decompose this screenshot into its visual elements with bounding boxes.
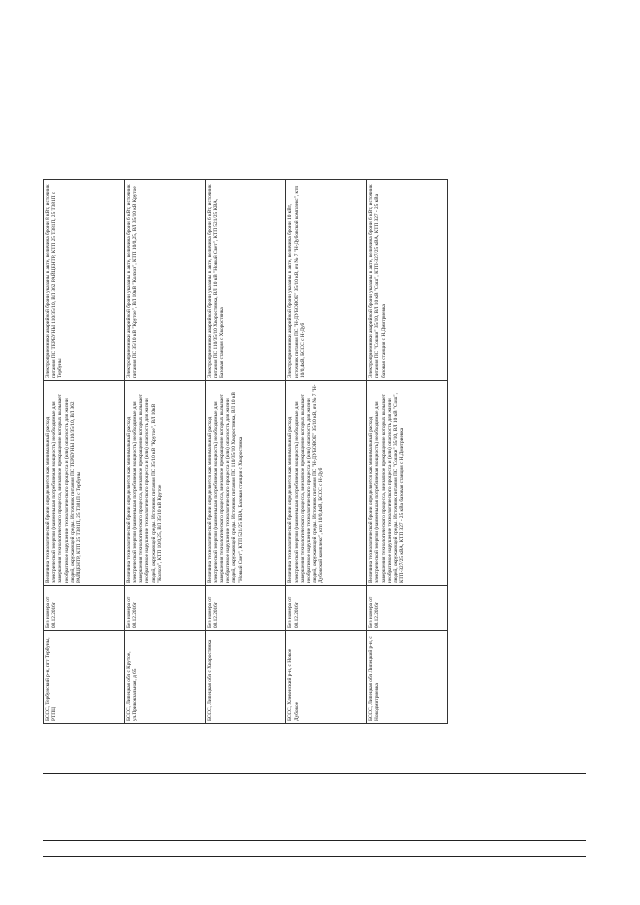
regime-cell: Величина технологической брони определяется как минимальный расход электрической энергии (наименьшая потребляемая мощность) необходимые для завершения технологического процесса, внезапное прекращение которых вызывает необратимое нарушение технологического процесса и (или) опасность для жизни людей, окружающей среды. Источник питания ПС ТЕРБУНЫ 110/35/10, ВЛ 362 РАЙЦЕНТР, КТП 25 Т381П, 25 Т381П с Тербуны xyxy=(44,381,125,586)
rotated-table xyxy=(43,180,448,724)
act-cell: Без номера от 08.12.2016г xyxy=(205,586,286,631)
rotated-table-container xyxy=(43,180,448,724)
act-cell: Без номера от 08.12.2016г xyxy=(44,586,125,631)
reservation-table xyxy=(43,179,448,724)
table-row xyxy=(286,180,367,724)
table-row xyxy=(44,180,125,724)
object-cell: БССС, Липецкая обл с Крутое, ул.Привокзальная, д 65 xyxy=(124,631,205,724)
table-row xyxy=(367,180,448,724)
note-cell: Электроприемники аварийной брони указаны в акте, величина брони 6 кВт, источник питания ПС 110/35/10 Хворостянка, ВЛ 10 кВ "Новый Свет", КТП 521/25 КВА, Базовая станция с Хворостянка xyxy=(205,180,286,381)
table-row xyxy=(124,180,205,724)
act-cell: Без номера от 08.12.2016г xyxy=(124,586,205,631)
divider-line xyxy=(43,773,586,774)
regime-cell: Величина технологической брони определяется как минимальный расход электрической энергии (наименьшая потребляемая мощность) необходимые для завершения технологического процесса, внезапное прекращение которых вызывает необратимое нарушение технологического процесса и (или) опасность для жизни людей, окружающей среды. Источник питания ПС "Сошки" 35/10, ВЛ 10 кВ "Сош", КТП-327/25 кВА, КТП 327 - 25 кВа базовая станция с Н.Дмитриевка xyxy=(367,381,448,586)
object-cell: БССС, Хлевенский р-н, с Новое Дубовое xyxy=(286,631,367,724)
object-cell: БССС, Липецкая обл с Хворостянка xyxy=(205,631,286,724)
object-cell: БССС, Липецкая обл Липецкий р-н, с Новодмитриевка xyxy=(367,631,448,724)
note-cell: Электроприемники аварийной брони указаны в акте, величина брони 8 кВт, источник питания ПС ТЕРБУНЫ 110/35/10, ВЛ 362 РАЙЦЕНТР, КТП 25 Т381П, 25 Т381П с Тербуны xyxy=(44,180,125,381)
act-cell: Без номера от 08.12.2016г xyxy=(286,586,367,631)
table-row xyxy=(205,180,286,724)
note-cell: Электроприемники аварийной брони указаны в акте, величина брони 10 кВт, источник питания ПС "Н-ДУБОВОЕ" 35/10 кВ, яч № 7 "Н-Дубовской комплекс", ктп 10/0,4кВ, БССС с Н-Дуб xyxy=(286,180,367,381)
object-cell: БССС, Тербунский р-н, пгт Тербуны, РТПЦ xyxy=(44,631,125,724)
act-cell: Без номера от 08.12.2016г xyxy=(367,586,448,631)
note-cell: Электроприемники аварийной брони указаны в акте, величина брони 6 кВт, источник питания ПС 35/10 кВ "Крутое", ВЛ 10кВ "Колхоз", КТП 10/0,25, ВЛ 35/10 кВ Крутое xyxy=(124,180,205,381)
divider-line xyxy=(43,840,586,841)
note-cell: Электроприемники аварийной брони указаны в акте, величина брони 6 кВт, источник питания ПС "Сошки" 35/10, ВЛ 10 кВ "Сош", КТП-327/25 кВА, КТП 327 - 25 кВа базовая станция с Н.Дмитриевка xyxy=(367,180,448,381)
regime-cell: Величина технологической брони определяется как минимальный расход электрической энергии (наименьшая потребляемая мощность) необходимые для завершения технологического процесса, внезапное прекращение которых вызывает необратимое нарушение технологического процесса и (или) опасность для жизни людей, окружающей среды. Источник питания ПС "Н-ДУБОВОЕ" 35/10 кВ, яч № 7 "Н-Дубовской комплекс", ктп 10/0,4кВ, БССС с Н-Дуб xyxy=(286,381,367,586)
regime-cell: Величина технологической брони определяется как минимальный расход электрической энергии (наименьшая потребляемая мощность) необходимые для завершения технологического процесса, внезапное прекращение которых вызывает необратимое нарушение технологического процесса и (или) опасность для жизни людей, окружающей среды. Источник питания ПС 35/10 кВ "Крутое", ВЛ 10кВ "Колхоз", КТП 10/0,25, ВЛ 35/10 кВ Крутое xyxy=(124,381,205,586)
divider-line xyxy=(43,856,586,857)
regime-cell: Величина технологической брони определяется как минимальный расход электрической энергии (наименьшая потребляемая мощность) необходимые для завершения технологического процесса, внезапное прекращение которых вызывает необратимое нарушение технологического процесса и (или) опасность для жизни людей, окружающей среды. Источник питания ПС 110/35/10 Хворостянка, ВЛ 10 кВ "Новый Свет", КТП 521/25 КВА, Базовая станция с Хворостянка xyxy=(205,381,286,586)
